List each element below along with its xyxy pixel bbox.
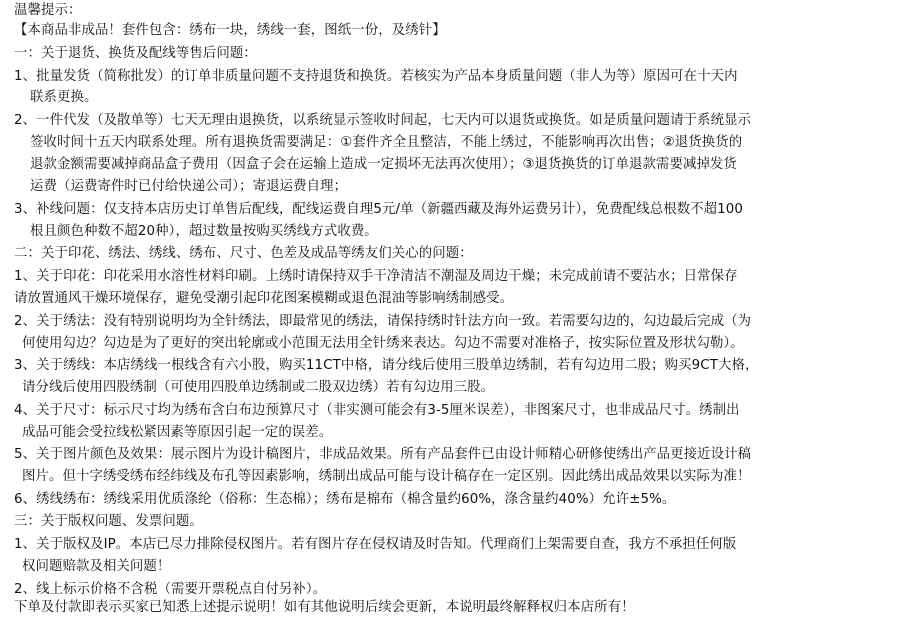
paragraph-line: 根且颜色种数不超20种），超过数量按购买绣线方式收费。 [30,224,378,239]
section-heading-after-sales: 一：关于退货、换货及配线等售后问题： [14,46,257,61]
section-heading-copyright: 三：关于版权问题、发票问题。 [14,514,203,529]
notice-heading: 温馨提示： [14,3,82,18]
paragraph-line: 退款金额需要减掉商品盒子费用（因盒子会在运输上造成一定损坏无法再次使用）；③退货换货的订单退款需要减掉发货 [30,157,737,172]
paragraph-line: 签收时间十五天内联系处理。所有退换货需要满足：①套件齐全且整洁，不能上绣过，不能影响再次出售；②退货换货的 [30,135,743,150]
paragraph-line: 运费（运费寄件时已付给快递公司）；寄退运费自理； [30,179,348,194]
paragraph-line: 2、关于绣法：没有特别说明均为全针绣法，即最常见的绣法，请保持绣时针法方向一致。若需要勾边的，勾边最后完成（为 [14,314,752,329]
paragraph-line: 3、关于绣线：本店绣线一根线含有六小股，购买11CT中格，请分线后使用三股单边绣制，若有勾边用二股；购买9CT大格， [14,358,759,373]
paragraph-line: 1、关于印花：印花采用水溶性材料印刷。上绣时请保持双手干净清洁不潮湿及周边干燥；未完成前请不要沾水；日常保存 [14,269,738,284]
paragraph-line: 1、批量发货（简称批发）的订单非质量问题不支持退货和换货。若核实为产品本身质量问题（非人为等）原因可在十天内 [14,69,738,84]
section-heading-product-questions: 二：关于印花、绣法、绣线、绣布、尺寸、色差及成品等绣友们关心的问题： [14,246,473,261]
paragraph-line: 2、线上标示价格不含税（需要开票税点自付另补）。 [14,582,327,597]
paragraph-line: 请分线后使用四股绣制（可使用四股单边绣制或二股双边绣）若有勾边用三股。 [22,380,495,395]
closing-statement: 下单及付款即表示买家已知悉上述提示说明！如有其他说明后续会更新，本说明最终解释权归本店所有！ [14,600,635,615]
paragraph-line: 权问题赔款及相关问题！ [22,559,171,574]
paragraph-line: 1、关于版权及IP。本店已尽力排除侵权图片。若有图片存在侵权请及时告知。代理商们上架需要自查，我方不承担任何版 [14,537,737,552]
paragraph-line: 4、关于尺寸：标示尺寸均为绣布含白布边预算尺寸（非实测可能会有3-5厘米误差），非图案尺寸，也非成品尺寸。绣制出 [14,403,740,418]
paragraph-line: 联系更换。 [30,90,98,105]
paragraph-line: 何使用勾边？勾边是为了更好的突出轮廓或小范围无法用全针绣来表达。勾边不需要对准格子，按实际位置及形状勾勒）。 [22,336,744,351]
paragraph-line: 5、关于图片颜色及效果：展示图片为设计稿图片，非成品效果。所有产品套件已由设计师精心研修使绣出产品更接近设计稿 [14,447,752,462]
paragraph-line: 请放置通风干燥环境保存，避免受潮引起印花图案模糊或退色混油等影响绣制感受。 [14,291,514,306]
paragraph-line: 图片。但十字绣受绣布经纬线及布孔等因素影响，绣制出成品可能与设计稿存在一定区别。因此绣出成品效果以实际为准！ [22,469,751,484]
kit-contents-line: 【本商品非成品！套件包含：绣布一块，绣线一套，图纸一份，及绣针】 [14,23,446,38]
paragraph-line: 3、补线问题：仅支持本店历史订单售后配线，配线运费自理5元/单（新疆西藏及海外运费另计），免费配线总根数不超100 [14,202,744,217]
paragraph-line: 成品可能会受拉线松紧因素等原因引起一定的误差。 [22,425,333,440]
paragraph-line: 6、绣线绣布：绣线采用优质涤纶（俗称：生态棉）；绣布是棉布（棉含量约60%，涤含量约40%）允许±5%。 [14,492,676,507]
paragraph-line: 2、一件代发（及散单等）七天无理由退换货，以系统显示签收时间起，七天内可以退货或换货。如是质量问题请于系统显示 [14,113,752,128]
